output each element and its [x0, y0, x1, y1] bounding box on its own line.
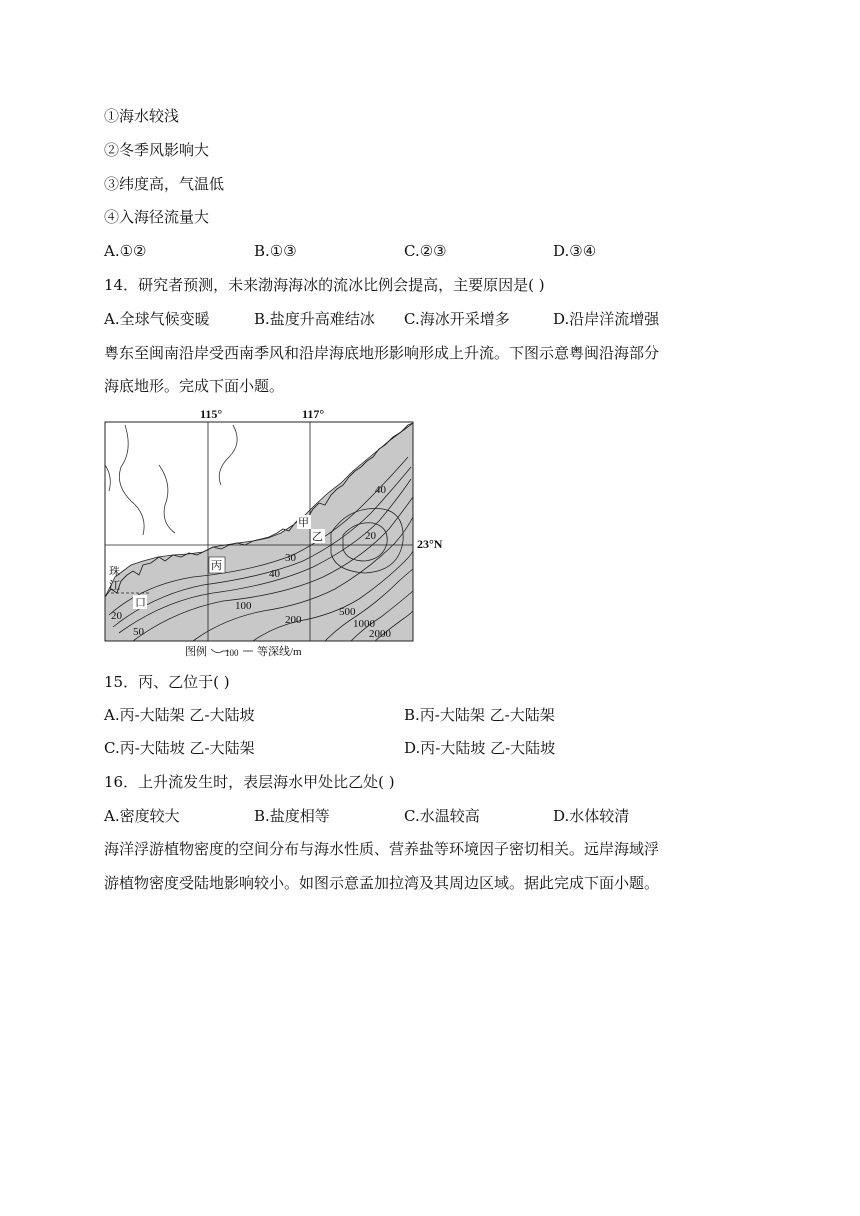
legend-sample-value: 100 — [225, 648, 239, 658]
q16-option-c[interactable]: C.水温较高 — [404, 807, 480, 825]
q15-option-d[interactable]: D.丙-大陆坡 乙-大陆坡 — [404, 739, 556, 757]
q14-option-b[interactable]: B.盐度升高难结冰 — [254, 310, 375, 328]
q13-option-b[interactable]: B.①③ — [254, 242, 297, 260]
q13-option-c[interactable]: C.②③ — [404, 242, 447, 260]
q14-stem: 14．研究者预测，未来渤海海冰的流冰比例会提高，主要原因是( ) — [104, 276, 545, 294]
q14-option-a[interactable]: A.全球气候变暖 — [104, 310, 210, 328]
q16-option-a[interactable]: A.密度较大 — [104, 807, 180, 825]
place-label-jiang: 江 — [109, 580, 120, 592]
q15-stem: 15．丙、乙位于( ) — [104, 673, 230, 691]
place-label-kou: 口 — [135, 597, 146, 609]
q16-option-d[interactable]: D.水体较清 — [553, 807, 630, 825]
q16-option-b[interactable]: B.盐度相等 — [254, 807, 330, 825]
passage1-line-1: 粤东至闽南沿岸受西南季风和沿岸海底地形影响形成上升流。下图示意粤闽沿海部分 — [104, 344, 660, 362]
depth-label-40: 40 — [269, 568, 280, 580]
depth-label-30: 30 — [285, 552, 296, 564]
depth-label-1000: 1000 — [353, 618, 375, 630]
depth-label-100: 100 — [235, 600, 252, 612]
q15-option-b[interactable]: B.丙-大陆架 乙-大陆架 — [404, 706, 555, 724]
lat-label-23n: 23°N — [417, 537, 443, 551]
q13-option-d[interactable]: D.③④ — [553, 242, 597, 260]
q16-stem: 16．上升流发生时，表层海水甲处比乙处( ) — [104, 773, 395, 791]
river-3 — [219, 425, 237, 485]
q14-option-c[interactable]: C.海冰开采增多 — [404, 310, 510, 328]
passage1-line-2: 海底地形。完成下面小题。 — [104, 377, 285, 395]
q13-option-a[interactable]: A.①② — [104, 242, 147, 260]
q13-item-3: ③纬度高，气温低 — [104, 175, 225, 193]
q15-option-a[interactable]: A.丙-大陆架 乙-大陆坡 — [104, 706, 255, 724]
passage2-line-1: 海洋浮游植物密度的空间分布与海水性质、营养盐等环境因子密切相关。远岸海域浮 — [104, 840, 660, 858]
river-4 — [105, 465, 110, 491]
depth-label-20-sw: 20 — [111, 610, 122, 622]
place-label-jia: 甲 — [298, 517, 309, 529]
legend-prefix: 图例 — [185, 646, 207, 658]
depth-label-50-sw: 50 — [133, 626, 144, 638]
place-label-yi: 乙 — [312, 531, 323, 543]
passage2-line-2: 游植物密度受陆地影响较小。如图示意孟加拉湾及其周边区域。据此完成下面小题。 — [104, 874, 660, 892]
depth-label-2000: 2000 — [369, 628, 391, 640]
depth-label-500: 500 — [339, 606, 356, 618]
depth-label-40-ne: 40 — [375, 484, 386, 496]
place-label-bing: 丙 — [211, 560, 222, 572]
depth-label-20-shoal: 20 — [365, 530, 376, 542]
q15-option-c[interactable]: C.丙-大陆坡 乙-大陆架 — [104, 739, 255, 757]
place-label-zhu: 珠 — [109, 566, 120, 578]
q13-item-4: ④入海径流量大 — [104, 208, 210, 226]
lon-label-117: 117° — [302, 407, 325, 421]
lon-label-115: 115° — [200, 407, 223, 421]
river-2 — [159, 465, 175, 533]
q13-item-1: ①海水较浅 — [104, 107, 180, 125]
q13-item-2: ②冬季风影响大 — [104, 141, 210, 159]
q14-option-d[interactable]: D.沿岸洋流增强 — [553, 310, 660, 328]
river-1 — [119, 425, 144, 535]
seafloor-contour-map — [103, 405, 453, 660]
depth-label-200: 200 — [285, 614, 302, 626]
legend-label: 等深线/m — [257, 646, 302, 658]
